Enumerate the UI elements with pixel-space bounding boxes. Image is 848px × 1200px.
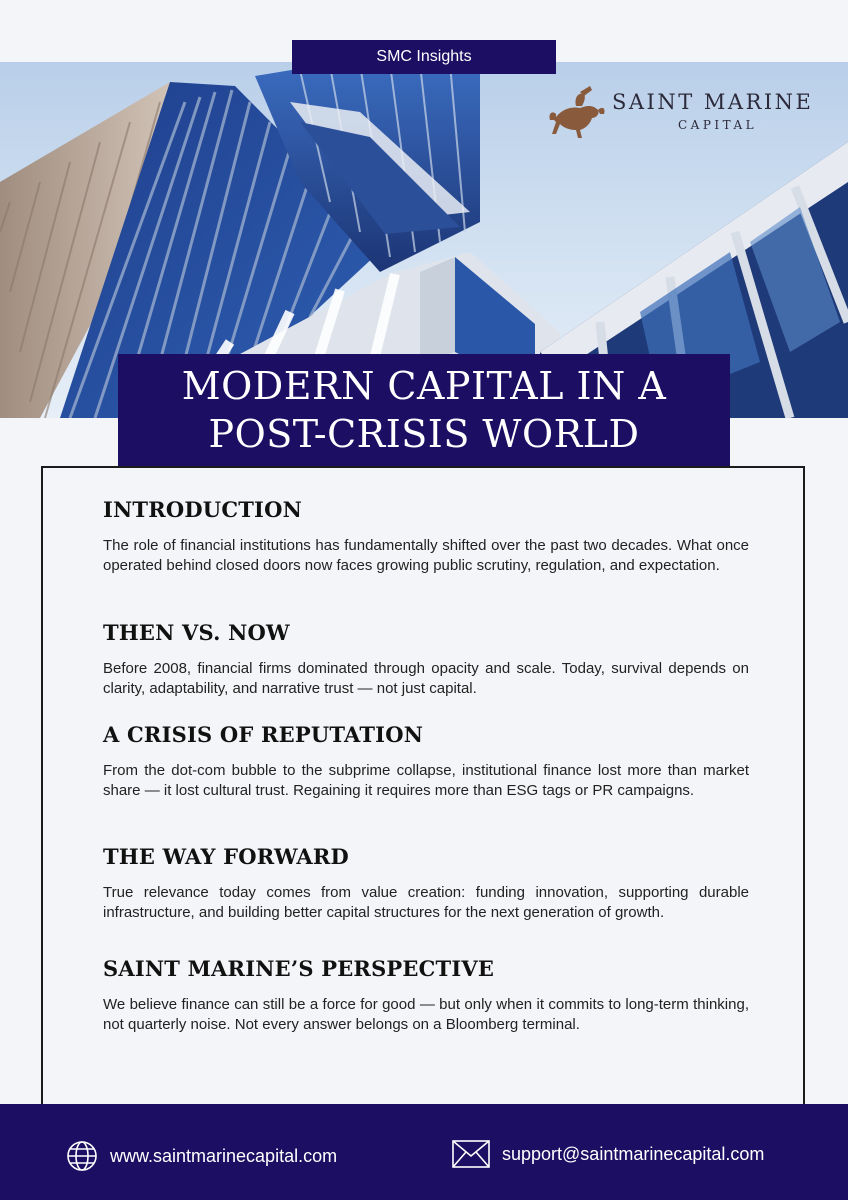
section-body: From the dot-com bubble to the subprime collapse, institutional finance lost more than market share — it lost cultural trust. Regaining it requires more than ESG tags or PR campaigns.	[103, 762, 749, 799]
logo-name: SAINT MARINE	[612, 90, 814, 114]
title-banner	[118, 354, 730, 466]
globe-icon	[66, 1140, 98, 1172]
section-saint-marine-perspective	[103, 955, 749, 1035]
email-text: support@saintmarinecapital.com	[502, 1143, 765, 1164]
mail-icon	[452, 1140, 490, 1168]
email-link[interactable]	[452, 1140, 764, 1168]
content-panel	[41, 466, 805, 1106]
section-body: We believe finance can still be a force for good — but only when it commits to long-term thinking, not quarterly noise. Not every answer belongs on a Bloomberg terminal.	[103, 996, 749, 1033]
section-body: Before 2008, financial firms dominated through opacity and scale. Today, survival depends on clarity, adaptability, and narrative trust — not just capital.	[103, 660, 749, 697]
section-heading: THEN VS. NOW	[103, 620, 290, 645]
website-text: www.saintmarinecapital.com	[110, 1145, 338, 1166]
section-body: The role of financial institutions has fundamentally shifted over the past two decades. What once operated behind closed doors now faces growing public scrutiny, regulation, and expectation.	[103, 537, 749, 574]
website-link[interactable]	[66, 1140, 337, 1172]
page-title: MODERN CAPITAL IN A POST-CRISIS WORLD	[181, 364, 667, 456]
brand-logo	[546, 84, 826, 144]
logo-subtitle: CAPITAL	[678, 118, 758, 132]
section-heading: SAINT MARINE’S PERSPECTIVE	[103, 956, 495, 981]
section-heading: THE WAY FORWARD	[103, 844, 349, 869]
section-introduction	[103, 496, 749, 576]
section-crisis-of-reputation	[103, 721, 749, 801]
section-body: True relevance today comes from value creation: funding innovation, supporting durable infrastructure, and building better capital structures for the next generation of growth.	[103, 884, 749, 921]
section-heading: INTRODUCTION	[103, 497, 302, 522]
section-heading: A CRISIS OF REPUTATION	[103, 722, 424, 747]
insights-tag: SMC Insights	[292, 40, 556, 74]
horse-rider-logo-icon	[546, 84, 608, 140]
section-way-forward	[103, 843, 749, 923]
section-then-vs-now	[103, 619, 749, 699]
footer	[0, 1104, 848, 1200]
